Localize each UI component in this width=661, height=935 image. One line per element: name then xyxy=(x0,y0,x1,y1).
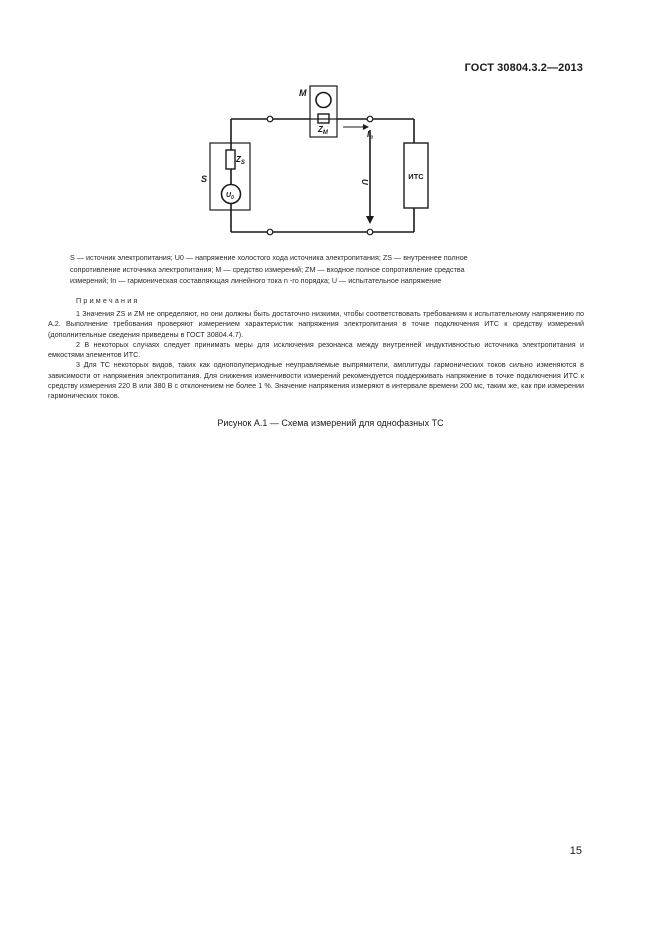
figure-caption: Рисунок А.1 — Схема измерений для однофазных ТС xyxy=(217,418,444,428)
legend-line-2: сопротивление источника электропитания; M — средство измерений; ZM — входное полное сопротивление средства xyxy=(70,264,465,274)
legend-line-3: измерений; In — гармоническая составляющая линейного тока n -го порядка; U — испытательное напряжение xyxy=(70,276,442,285)
label-meter: M xyxy=(299,88,307,98)
label-zs: $Z_S$ xyxy=(236,155,245,166)
standard-header: ГОСТ 30804.3.2—2013 xyxy=(464,62,583,74)
note-3: 3 Для ТС некоторых видов, таких как однополупериодные неуправляемые выпрямители, амплитуды гармонических токов сильно изменяются в зависимости от напряжения электропитания. Для снижения изменчивости измерений рекомендуется поддерживать напряжение в точке подключения ИТС к средству измерения 220 В или 380 В с отклонением не более 1 %. Значение напряжения измеряют в интервале времени 200 мс, таким же, как при измерении гармонических токов. xyxy=(48,360,584,401)
note-1: 1 Значения ZS и ZM не определяют, но они должны быть достаточно низкими, чтобы соответствовать требованиям к испытательному напряжению по А.2. Выполнение требования проверяют измерением характеристик напряжения электропитания в точке подключения ИТС к средству измерений (дополнительные сведения приведены в ГОСТ 30804.4.7). xyxy=(48,309,584,339)
zs-resistor xyxy=(226,150,235,169)
node-bottom-right xyxy=(367,229,373,235)
label-source: S xyxy=(201,174,208,184)
notes-block xyxy=(48,309,584,402)
label-u: U xyxy=(360,179,369,185)
node-top-left xyxy=(267,116,273,122)
meter-dial xyxy=(316,93,331,108)
label-its: ИТС xyxy=(408,172,424,181)
voltage-arrowhead xyxy=(366,216,374,224)
legend-line-1: S — источник электропитания; U0 — напряжение холостого хода источника электропитания; ZS — внутреннее полное xyxy=(70,253,468,262)
page-number: 15 xyxy=(569,845,582,857)
notes-title: Примечания xyxy=(76,296,140,305)
node-top-right xyxy=(367,116,373,122)
label-u0: $U_0$ xyxy=(226,192,234,201)
measurement-circuit-diagram xyxy=(0,0,661,245)
diagram-legend xyxy=(70,252,595,287)
note-2: 2 В некоторых случаях следует принимать меры для исключения резонанса между внутренней индуктивностью источника электропитания и емкостями элементов ИТС. xyxy=(48,339,584,360)
node-bottom-left xyxy=(267,229,273,235)
label-in: $I_n$ xyxy=(367,130,373,141)
label-zm: $Z_M$ xyxy=(318,125,328,136)
